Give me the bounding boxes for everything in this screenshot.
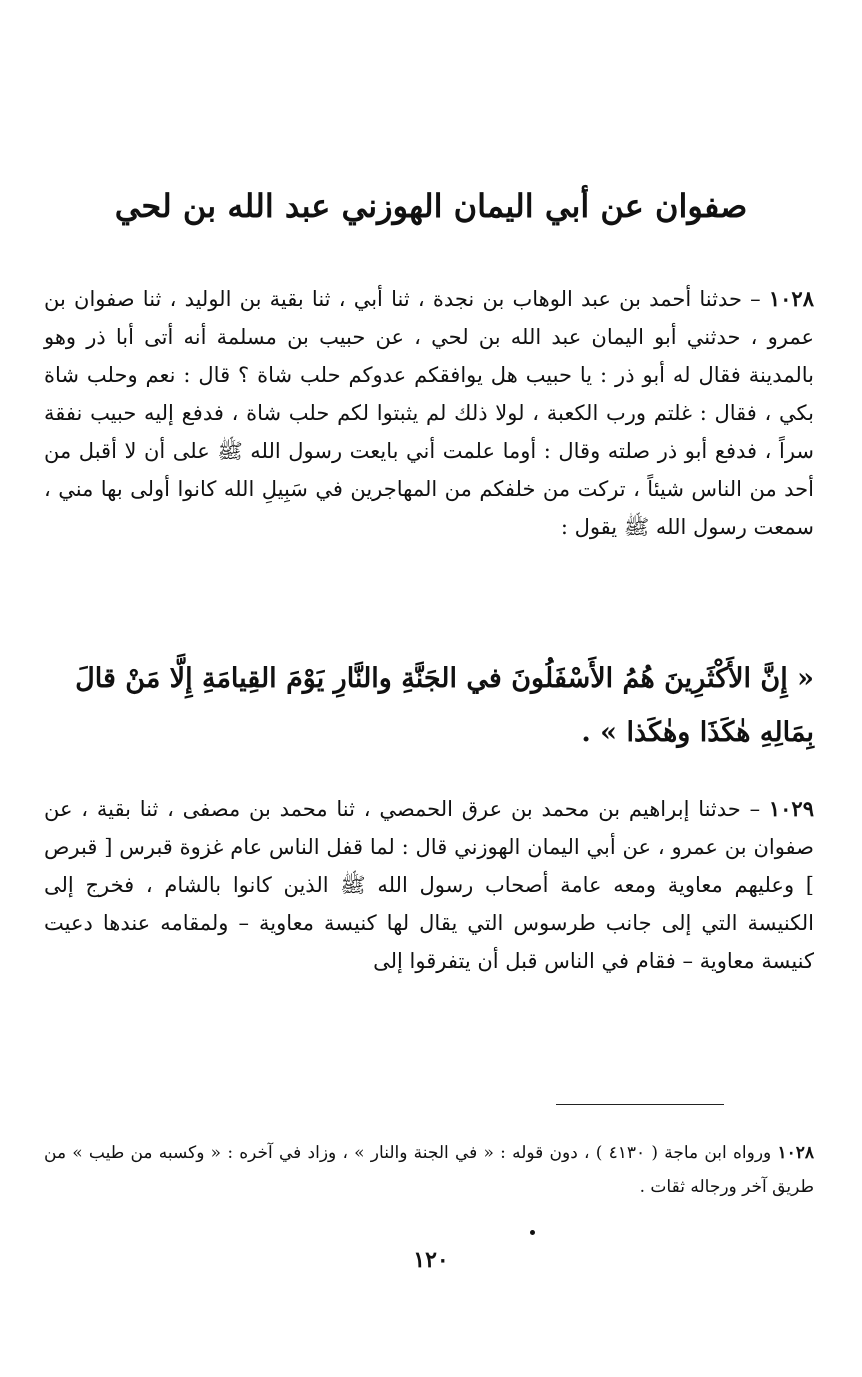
footnote-divider: [556, 1104, 724, 1105]
ink-dot: [530, 1230, 535, 1235]
hadith-text: – حدثنا أحمد بن عبد الوهاب بن نجدة ، ثنا أبي ، ثنا بقية بن الوليد ، ثنا صفوان بن عمرو ، حدثني أبو اليمان عبد الله بن لحي ، عن حبيب بن مسلمة أنه أتى أبا ذر وهو بالمدينة فقال له أبو ذر : يا حبيب هل يوافقكم عدوكم حلب شاة ؟ قال : نعم وحلب شاة بكي ، فقال : غلتم ورب الكعبة ، لولا ذلك لم يثبتوا لكم حلب شاة ، فدفع إليه حبيب نفقة سراً ، فدفع أبو ذر صلته وقال : أوما علمت أني بايعت رسول الله ﷺ على أن لا أقبل من أحد من الناس شيئاً ، تركت من خلفكم من المهاجرين في سَبِيلِ الله كانوا أولى بها مني ، سمعت رسول الله ﷺ يقول :: [44, 287, 814, 539]
hadith-1028-paragraph: [44, 280, 814, 546]
hadith-text: – حدثنا إبراهيم بن محمد بن عرق الحمصي ، ثنا محمد بن مصفى ، ثنا بقية ، عن صفوان بن عمرو ، عن أبي اليمان الهوزني قال : لما قفل الناس عام غزوة قبرس [ قبرص ] وعليهم معاوية ومعه عامة أصحاب رسول الله ﷺ الذين كانوا بالشام ، فخرج إلى الكنيسة التي إلى جانب طرسوس التي يقال لها كنيسة معاوية – ولمقامه عندها دعيت كنيسة معاوية – فقام في الناس قبل أن يتفرقوا إلى: [44, 797, 814, 973]
hadith-1029-paragraph: [44, 790, 814, 980]
chapter-title: صفوان عن أبي اليمان الهوزني عبد الله بن لحي: [114, 187, 748, 225]
footnote: [44, 1136, 814, 1204]
prophetic-quote: « إِنَّ الأَكْثَرِينَ هُمُ الأَسْفَلُونَ في الجَنَّةِ والنَّارِ يَوْمَ القِيامَةِ إِلَّا مَنْ قالَ بِمَالِهِ هٰكَذَا وهٰكَذا » .: [75, 663, 814, 748]
page-number: ١٢٠: [413, 1247, 449, 1273]
footnote-number: ١٠٢٨: [777, 1143, 815, 1163]
footnote-text: ورواه ابن ماجة ( ٤١٣٠ ) ، دون قوله : « في الجنة والنار » ، وزاد في آخره : « وكسبه من طيب » من طريق آخر ورجاله ثقات .: [44, 1143, 814, 1197]
hadith-number: ١٠٢٨: [768, 286, 814, 311]
hadith-number: ١٠٢٩: [768, 796, 814, 821]
